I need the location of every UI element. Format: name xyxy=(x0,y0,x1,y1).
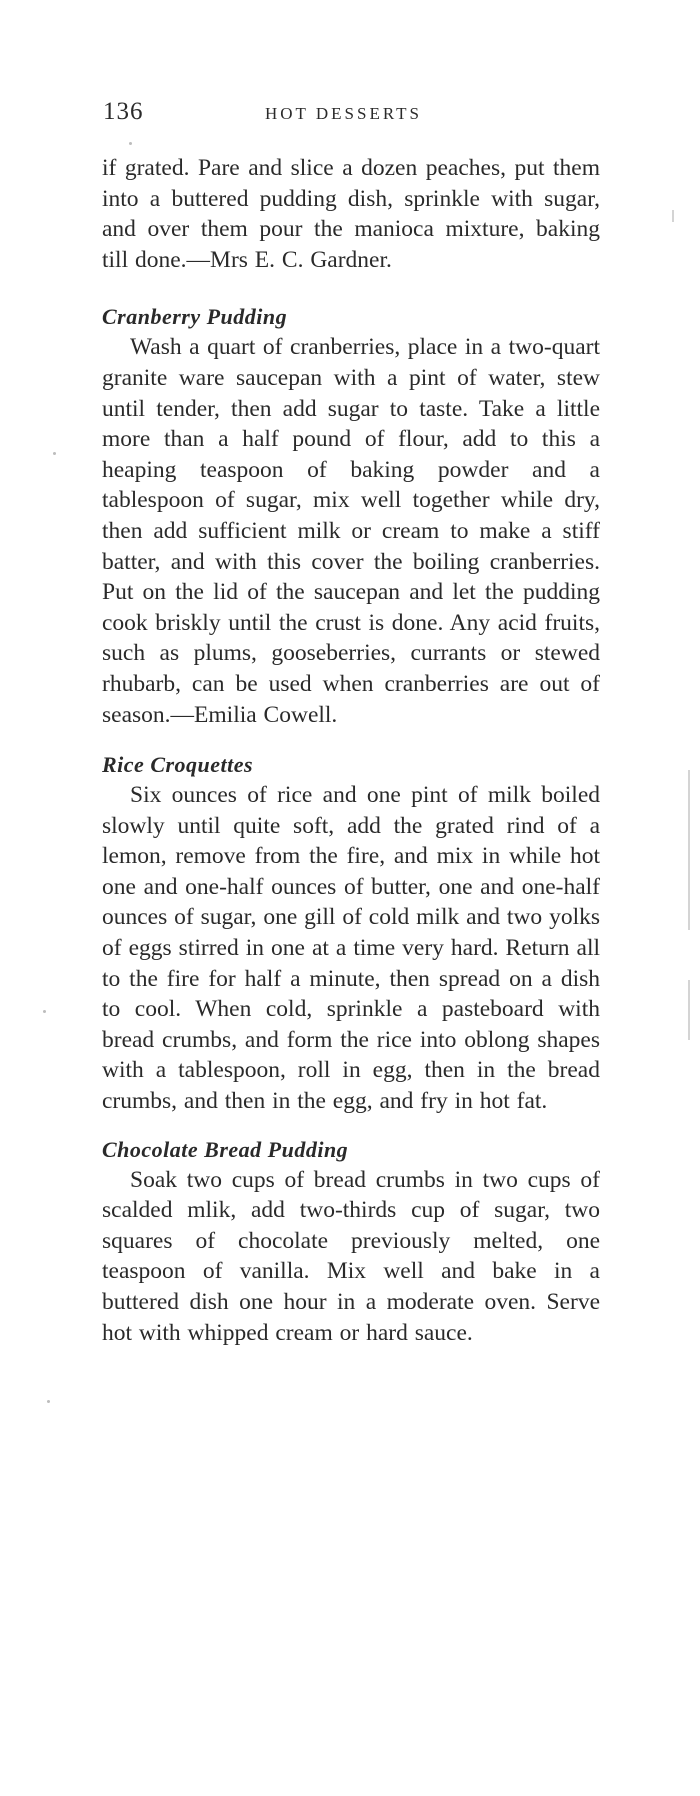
recipe-title-rice-croquettes: Rice Croquettes xyxy=(102,752,254,778)
page-body xyxy=(102,153,600,1348)
scan-edge-mark xyxy=(672,210,674,222)
running-head-title: HOT DESSERTS xyxy=(265,104,422,123)
scan-speck xyxy=(53,452,56,455)
running-head xyxy=(103,98,600,134)
scan-edge-mark xyxy=(688,770,690,930)
recipe-title-chocolate-bread-pudding: Chocolate Bread Pudding xyxy=(102,1136,349,1162)
scan-speck xyxy=(43,1010,46,1013)
scan-speck xyxy=(47,1400,50,1403)
recipe-body-chocolate-bread-pudding: Soak two cups of bread crumbs in two cups of scalded mlik, add two-thirds cup of sugar, two squares of chocolate previously melted, one teaspoon of vanilla. Mix well and bake in a buttered dish one hour in a moderate oven. Serve hot with whipped cream or hard sauce. xyxy=(102,1166,600,1346)
continued-paragraph: if grated. Pare and slice a dozen peaches, put them into a buttered pudding dish, sprinkle with sugar, and over them pour the manioca mixture, baking till done.—Mrs E. C. Gardner. xyxy=(102,155,600,273)
recipe-body-cranberry-pudding: Wash a quart of cranberries, place in a two-quart granite ware saucepan with a pint of water, stew until tender, then add sugar to taste. Take a little more than a half pound of flour, add to this a heaping teaspoon of baking powder and a tablespoon of sugar, mix well together while dry, then add sufficient milk or cream to make a stiff batter, and with this cover the boiling cranberries. Put on the lid of the saucepan and let the pudding cook briskly until the crust is done. Any acid fruits, such as plums, gooseberries, currants or stewed rhubarb, can be used when cranberries are out of season.—Emilia Cowell. xyxy=(102,334,600,728)
recipe-title-cranberry-pudding: Cranberry Pudding xyxy=(102,304,288,330)
recipe-body-rice-croquettes: Six ounces of rice and one pint of milk boiled slowly until quite soft, add the grated rind of a lemon, remove from the fire, and mix in while hot one and one-half ounces of butter, one and one-half ounces of sugar, one gill of cold milk and two yolks of eggs stirred in one at a time very hard. Return all to the fire for half a minute, then spread on a dish to cool. When cold, sprinkle a pasteboard with bread crumbs, and form the rice into oblong shapes with a tablespoon, roll in egg, then in the bread crumbs, and then in the egg, and fry in hot fat. xyxy=(102,782,600,1115)
scan-speck xyxy=(129,142,132,145)
page-number: 136 xyxy=(103,98,144,125)
scan-edge-mark xyxy=(688,980,690,1040)
